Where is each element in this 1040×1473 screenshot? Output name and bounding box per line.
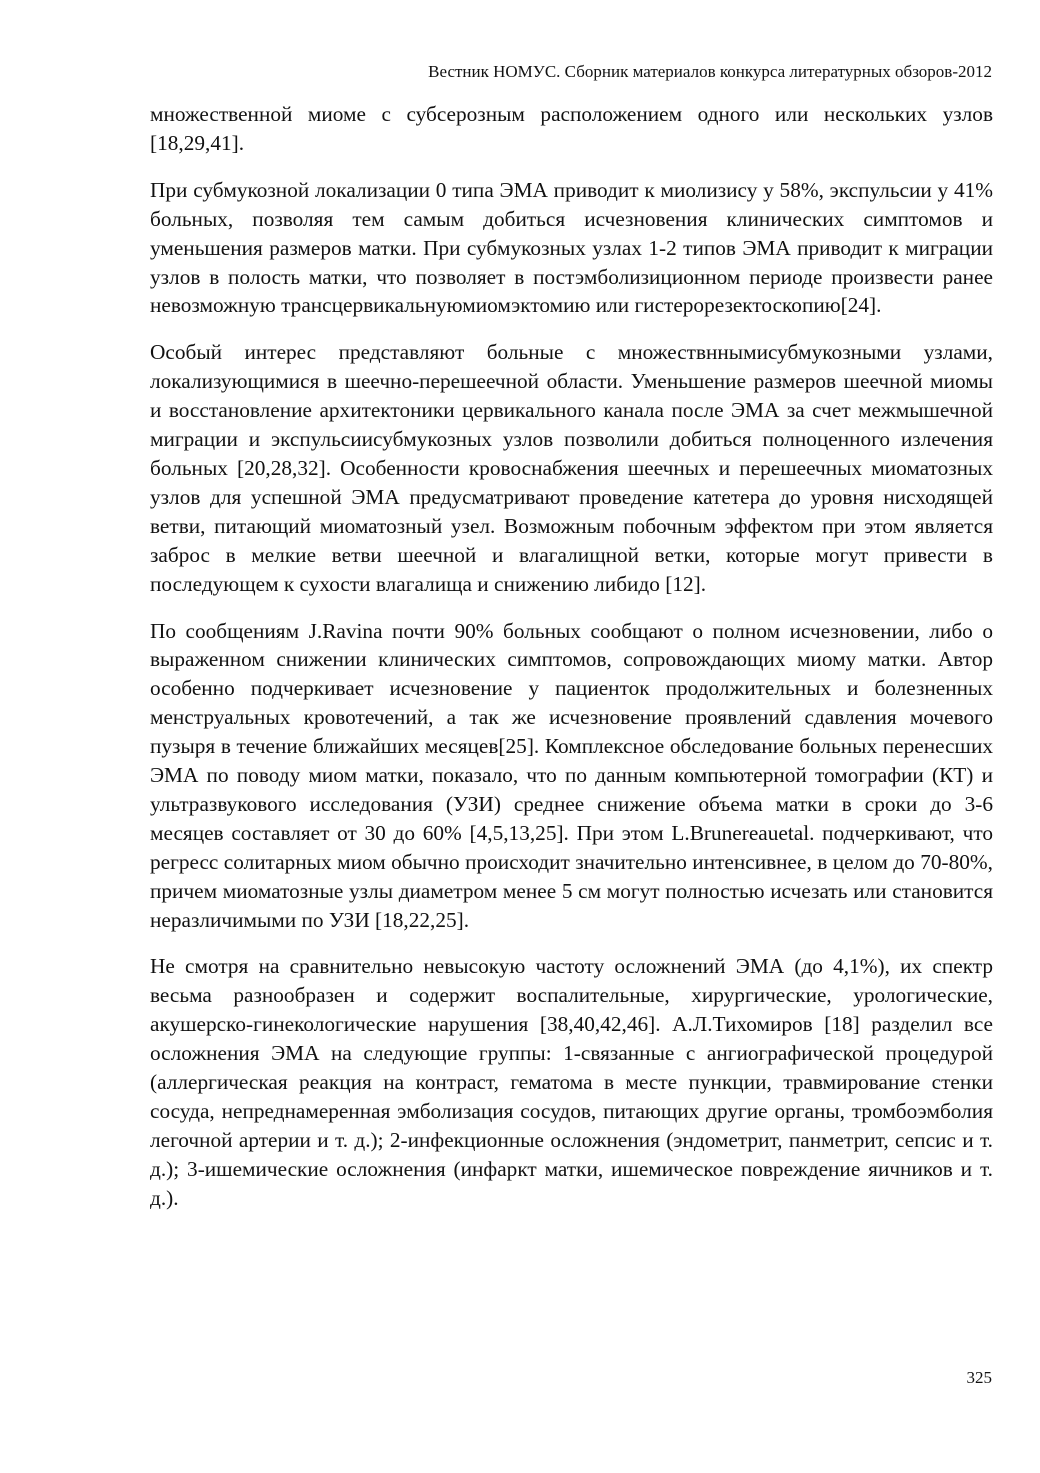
paragraph: По сообщениям J.Ravina почти 90% больных сообщают о полном исчезновении, либо о выраженном снижении клинических симптомов, сопровождающих миому матки. Автор особенно подчеркивает исчезновение у пациенток продолжительных и болезненных менструальных кровотечений, а так же исчезновение проявлений сдавления мочевого пузыря в течение ближайших месяцев[25]. Комплексное обследование больных перенесших ЭМА по поводу миом матки, показало, что по данным компьютерной томографии (КТ) и ультразвукового исследования (УЗИ) среднее снижение объема матки в сроки до 3-6 месяцев составляет от 30 до 60% [4,5,13,25]. При этом L.Brunereauetal. подчеркивают, что регресс солитарных миом обычно происходит значительно интенсивнее, в целом до 70-80%, причем миоматозные узлы диаметром менее 5 см могут полностью исчезать или становится неразличимыми по УЗИ [18,22,25]. <box>150 618 993 932</box>
paragraph: Особый интерес представляют больные с множествннымисубмукозными узлами, локализующимися в шеечно-перешеечной области. Уменьшение размеров шеечной миомы и восстановление архитектоники цервикального канала после ЭМА за счет межмышечной миграции и экспульсиисубмукозных узлов позволили добиться полноценного излечения больных [20,28,32]. Особенности кровоснабжения шеечных и перешеечных миоматозных узлов для успешной ЭМА предусматривают проведение катетера до уровня нисходящей ветви, питающий миоматозный узел. Возможным побочным эффектом при этом является заброс в мелкие ветви шеечной и влагалищной ветки, которые могут привести в последующем к сухости влагалища и снижению либидо [12]. <box>150 340 993 596</box>
paragraph: При субмукозной локализации 0 типа ЭМА приводит к миолизису у 58%, экспульсии у 41% больных, позволяя тем самым добиться исчезновения клинических симптомов и уменьшения размеров матки. При субмукозных узлах 1-2 типов ЭМА приводит к миграции узлов в полость матки, что позволяет в постэмболизиционном периоде произвести ранее невозможную трансцервикальнуюмиомэктомию или гистерорезектоскопию[24]. <box>150 177 993 318</box>
running-header: Вестник НОМУС. Сборник материалов конкурса литературных обзоров-2012 <box>428 62 992 81</box>
paragraph: Не смотря на сравнительно невысокую частоту осложнений ЭМА (до 4,1%), их спектр весьма разнообразен и содержит воспалительные, хирургические, урологические, акушерско-гинекологические нарушения [38,40,42,46]. А.Л.Тихомиров [18] разделил все осложнения ЭМА на следующие группы: 1-связанные с ангиографической процедурой (аллергическая реакция на контраст, гематома в месте пункции, травмирование стенки сосуда, непреднамеренная эмболизация сосудов, питающих другие органы, тромбоэмболия легочной артерии и т. д.); 2-инфекционные осложнения (эндометрит, панметрит, сепсис и т. д.); 3-ишемические осложнения (инфаркт матки, ишемическое повреждение яичников и т. д.). <box>150 954 993 1210</box>
paragraph: множественной миоме с субсерозным расположением одного или нескольких узлов [18,29,41]. <box>150 102 993 155</box>
body-text <box>150 100 993 1231</box>
page-number: 325 <box>966 1368 992 1387</box>
